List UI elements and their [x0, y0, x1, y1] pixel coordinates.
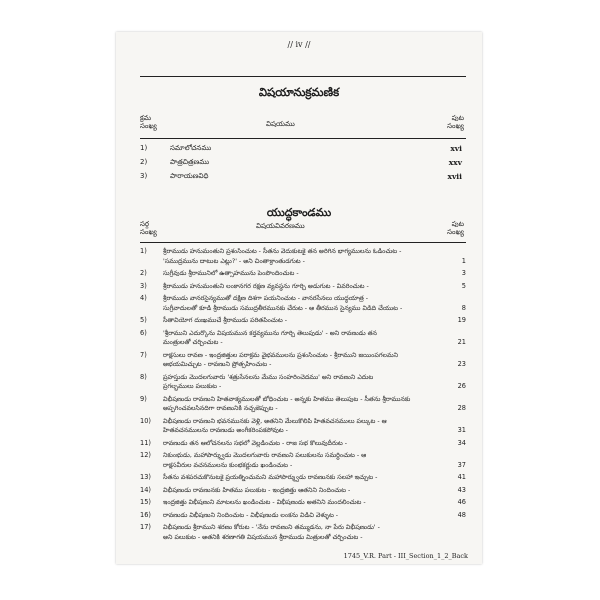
entry-description: ఇంద్రజిత్తు విభీషణుని మాటలను ఖండించుట - విభీషణుడు అతనిని మందలించుట - [163, 499, 366, 506]
entry-description: నికుంభుడు, మహాపార్శ్వుడు మొదలగువారు రావణుని పలుకులను సమర్థించుట - ఆ [163, 452, 367, 459]
entry-number: 4) [140, 294, 147, 302]
description-header: విషయవివరణము [256, 222, 305, 230]
entry-number: 15) [140, 498, 151, 506]
contents-entry [140, 486, 468, 496]
serial-header: క్రమ సంఖ్య [140, 114, 157, 130]
entry-description: ప్రగల్భములు పలుకుట - [163, 383, 222, 390]
entry-description: విభీషణుడు రావణునకు హితము పలుకుట - ఇంద్రజిత్తు ఆతనిని నిందించుట - [163, 486, 351, 494]
contents-entry [140, 439, 468, 449]
entry-description: రావణుడు తన ఆలోచనలను సభలో వెల్లడించుట - రాజ సభ కొలువుదీరుట - [163, 439, 348, 447]
entry-number: 16) [140, 510, 151, 519]
entry-page: 1 [461, 256, 466, 265]
entry-page: 43 [457, 485, 466, 494]
entry-description: శ్రీరాముడు వానరసైన్యముతో దక్షిణ దిశగా పయనించుట - వానరసేనలు యుద్ధయాత్ర - [163, 295, 369, 302]
entry-description: 'శ్రీరాముని ఎదుర్కొను విషయమున కర్తవ్యమును గూర్చి తెలుపుడు' - అని రావణుడు తన [163, 329, 377, 337]
entry-description: అప్పగించవలసినదిగా రావణునికి నచ్చజెప్పుట - [163, 405, 278, 412]
entry-description: రాక్షసవీరుల వచనములను కుంభకర్ణుడు ఖండించుట - [163, 461, 293, 469]
entry-page: 21 [457, 338, 466, 346]
entry-description: 'సముద్రమును దాటుట ఎట్లు?' - అని చింతాక్రాంతుడగుట - [163, 257, 305, 265]
contents-entry [140, 316, 468, 326]
entry-number: 2) [140, 269, 147, 277]
contents-entry [140, 451, 468, 470]
entry-number: 12) [140, 451, 151, 459]
entry-number: 13) [140, 473, 151, 481]
page-number: // iv // [287, 40, 311, 49]
contents-entry [140, 511, 468, 521]
contents-entry [140, 523, 468, 542]
entry-description: సీతావియోగ దుఃఖముచే శ్రీరాముడు పరితపించుట - [163, 317, 287, 324]
book-page [116, 32, 482, 564]
entry-description: మంత్రులతో చర్చించుట - [163, 339, 223, 346]
entry-page: 37 [457, 460, 466, 469]
contents-title: విషయానుక్రమణిక [258, 85, 340, 99]
entry-description: అని పలుకుట - అతనికి శరణాగతి విషయమున శ్రీరాముడు మిత్రులతో చర్చించుట - [163, 533, 363, 541]
entry-description: రాక్షసులు రావణ - ఇంద్రజిత్తుల పరాక్రమ వైభవములను ప్రశంసించుట - శ్రీరాముని జయింపగలమని [163, 351, 399, 359]
entry-number: 11) [140, 438, 151, 447]
entry-description: విభీషణుడు రావణుని భవనమునకు వెళ్లి, అతనిని మేలుకొలిపి హితవచనములు పల్కుట - ఆ [163, 417, 387, 425]
entry-number: 17) [140, 523, 151, 531]
contents-entry [140, 329, 468, 348]
front-matter-row: 3) పారాయణవిధి xvii [140, 172, 462, 181]
entry-description: హితవచనములను రావణుడు అంగీకరింపకపోవుట - [163, 427, 288, 434]
entry-description: సుగ్రీవాదులతో కూడి శ్రీరాముడు సముద్రతీరమునకు చేరుట - ఆ తీరమున సైన్యము విడిది చేయుట - [163, 304, 403, 312]
entry-number: 6) [140, 328, 147, 337]
entry-page: 34 [457, 438, 466, 447]
subject-header: విషయము [266, 120, 295, 128]
top-rule [140, 76, 466, 77]
front-matter-row: 2) పాత్రచిత్రణము xxv [140, 158, 462, 167]
entry-page: 48 [457, 510, 466, 519]
entry-description: విభీషణుడు శ్రీరాముని శరణు కోరుట - 'నేను రావణుని తమ్ముడను, నా పేరు విభీషణుడు' - [163, 524, 380, 531]
header-rule [140, 138, 466, 139]
entry-page: 28 [457, 404, 466, 412]
contents-entry [140, 395, 468, 414]
page-header: పుట సంఖ్య [447, 114, 464, 130]
entry-description: సుగ్రీవుడు శ్రీరామునిలో ఉత్సాహమును పెంపొందించుట - [163, 270, 299, 277]
entry-number: 14) [140, 485, 151, 494]
entry-page: 26 [457, 382, 466, 390]
entry-number: 5) [140, 316, 147, 324]
contents-entry [140, 373, 468, 392]
section-title: యుద్ధకాండము [266, 206, 332, 219]
entry-number: 8) [140, 372, 147, 381]
entry-description: ప్రహస్తుడు మొదలగువారు 'శత్రుసేనలను మేము సంహరించెదము' అని రావణుని ఎదుట [163, 373, 374, 381]
entry-description: శ్రీరాముడు హనుమంతుని లంకానగర రక్షణ వ్యవస్థను గూర్చి అడుగుట - వివరించుట - [163, 282, 369, 290]
entry-number: 7) [140, 350, 147, 359]
entry-page: 46 [457, 498, 466, 506]
entry-description: విభీషణుడు రావణుని హితవాక్యములతో బోధించుట - అన్నకు హితము తెలుపుట - సీతను శ్రీరామునకు [163, 395, 411, 403]
entry-page: 5 [461, 281, 466, 290]
contents-entry [140, 498, 468, 508]
section-header-rule [140, 242, 466, 243]
contents-entry [140, 247, 468, 266]
front-matter-row: 1) సమాలోచనము xvi [140, 144, 462, 153]
sarga-header: సర్గ సంఖ్య [140, 220, 157, 236]
entry-description: రావణుడు విభీషణుని నిందించుట - విభీషణుడు లంకను విడిచి వెళ్ళుట - [163, 511, 339, 519]
print-footer: 1745_V.R. Part - III_Section_1_2_Back [343, 552, 468, 560]
entry-page: 23 [457, 360, 466, 368]
contents-list [140, 247, 468, 545]
entry-page: 3 [461, 269, 466, 277]
entry-description: శ్రీరాముడు హనుమంతుని ప్రశంసించుట - సీతను వెదుకుటకై తన అరిగిన భాగ్యములను ఓడించుట - [163, 248, 402, 255]
entry-number: 1) [140, 247, 147, 255]
entry-description: సీతను వశపరచుకొనుటకై ప్రయత్నించుమని మహాపార్శ్వుడు రావణునకు సలహా ఇచ్చుట - [163, 474, 378, 481]
contents-entry [140, 351, 468, 370]
entry-page: 41 [457, 473, 466, 481]
contents-entry [140, 282, 468, 292]
entry-number: 3) [140, 281, 147, 290]
entry-description: అభయమిచ్చుట - రావణుని ప్రోత్సహించుట - [163, 361, 272, 368]
entry-page: 31 [457, 426, 466, 434]
entry-page: 19 [457, 316, 466, 324]
contents-entry [140, 417, 468, 436]
entry-page: 8 [461, 303, 466, 312]
entry-number: 10) [140, 416, 151, 425]
contents-entry [140, 473, 468, 483]
contents-entry [140, 294, 468, 313]
section-page-header: పుట సంఖ్య [447, 220, 464, 236]
entry-number: 9) [140, 394, 147, 403]
contents-entry [140, 269, 468, 279]
